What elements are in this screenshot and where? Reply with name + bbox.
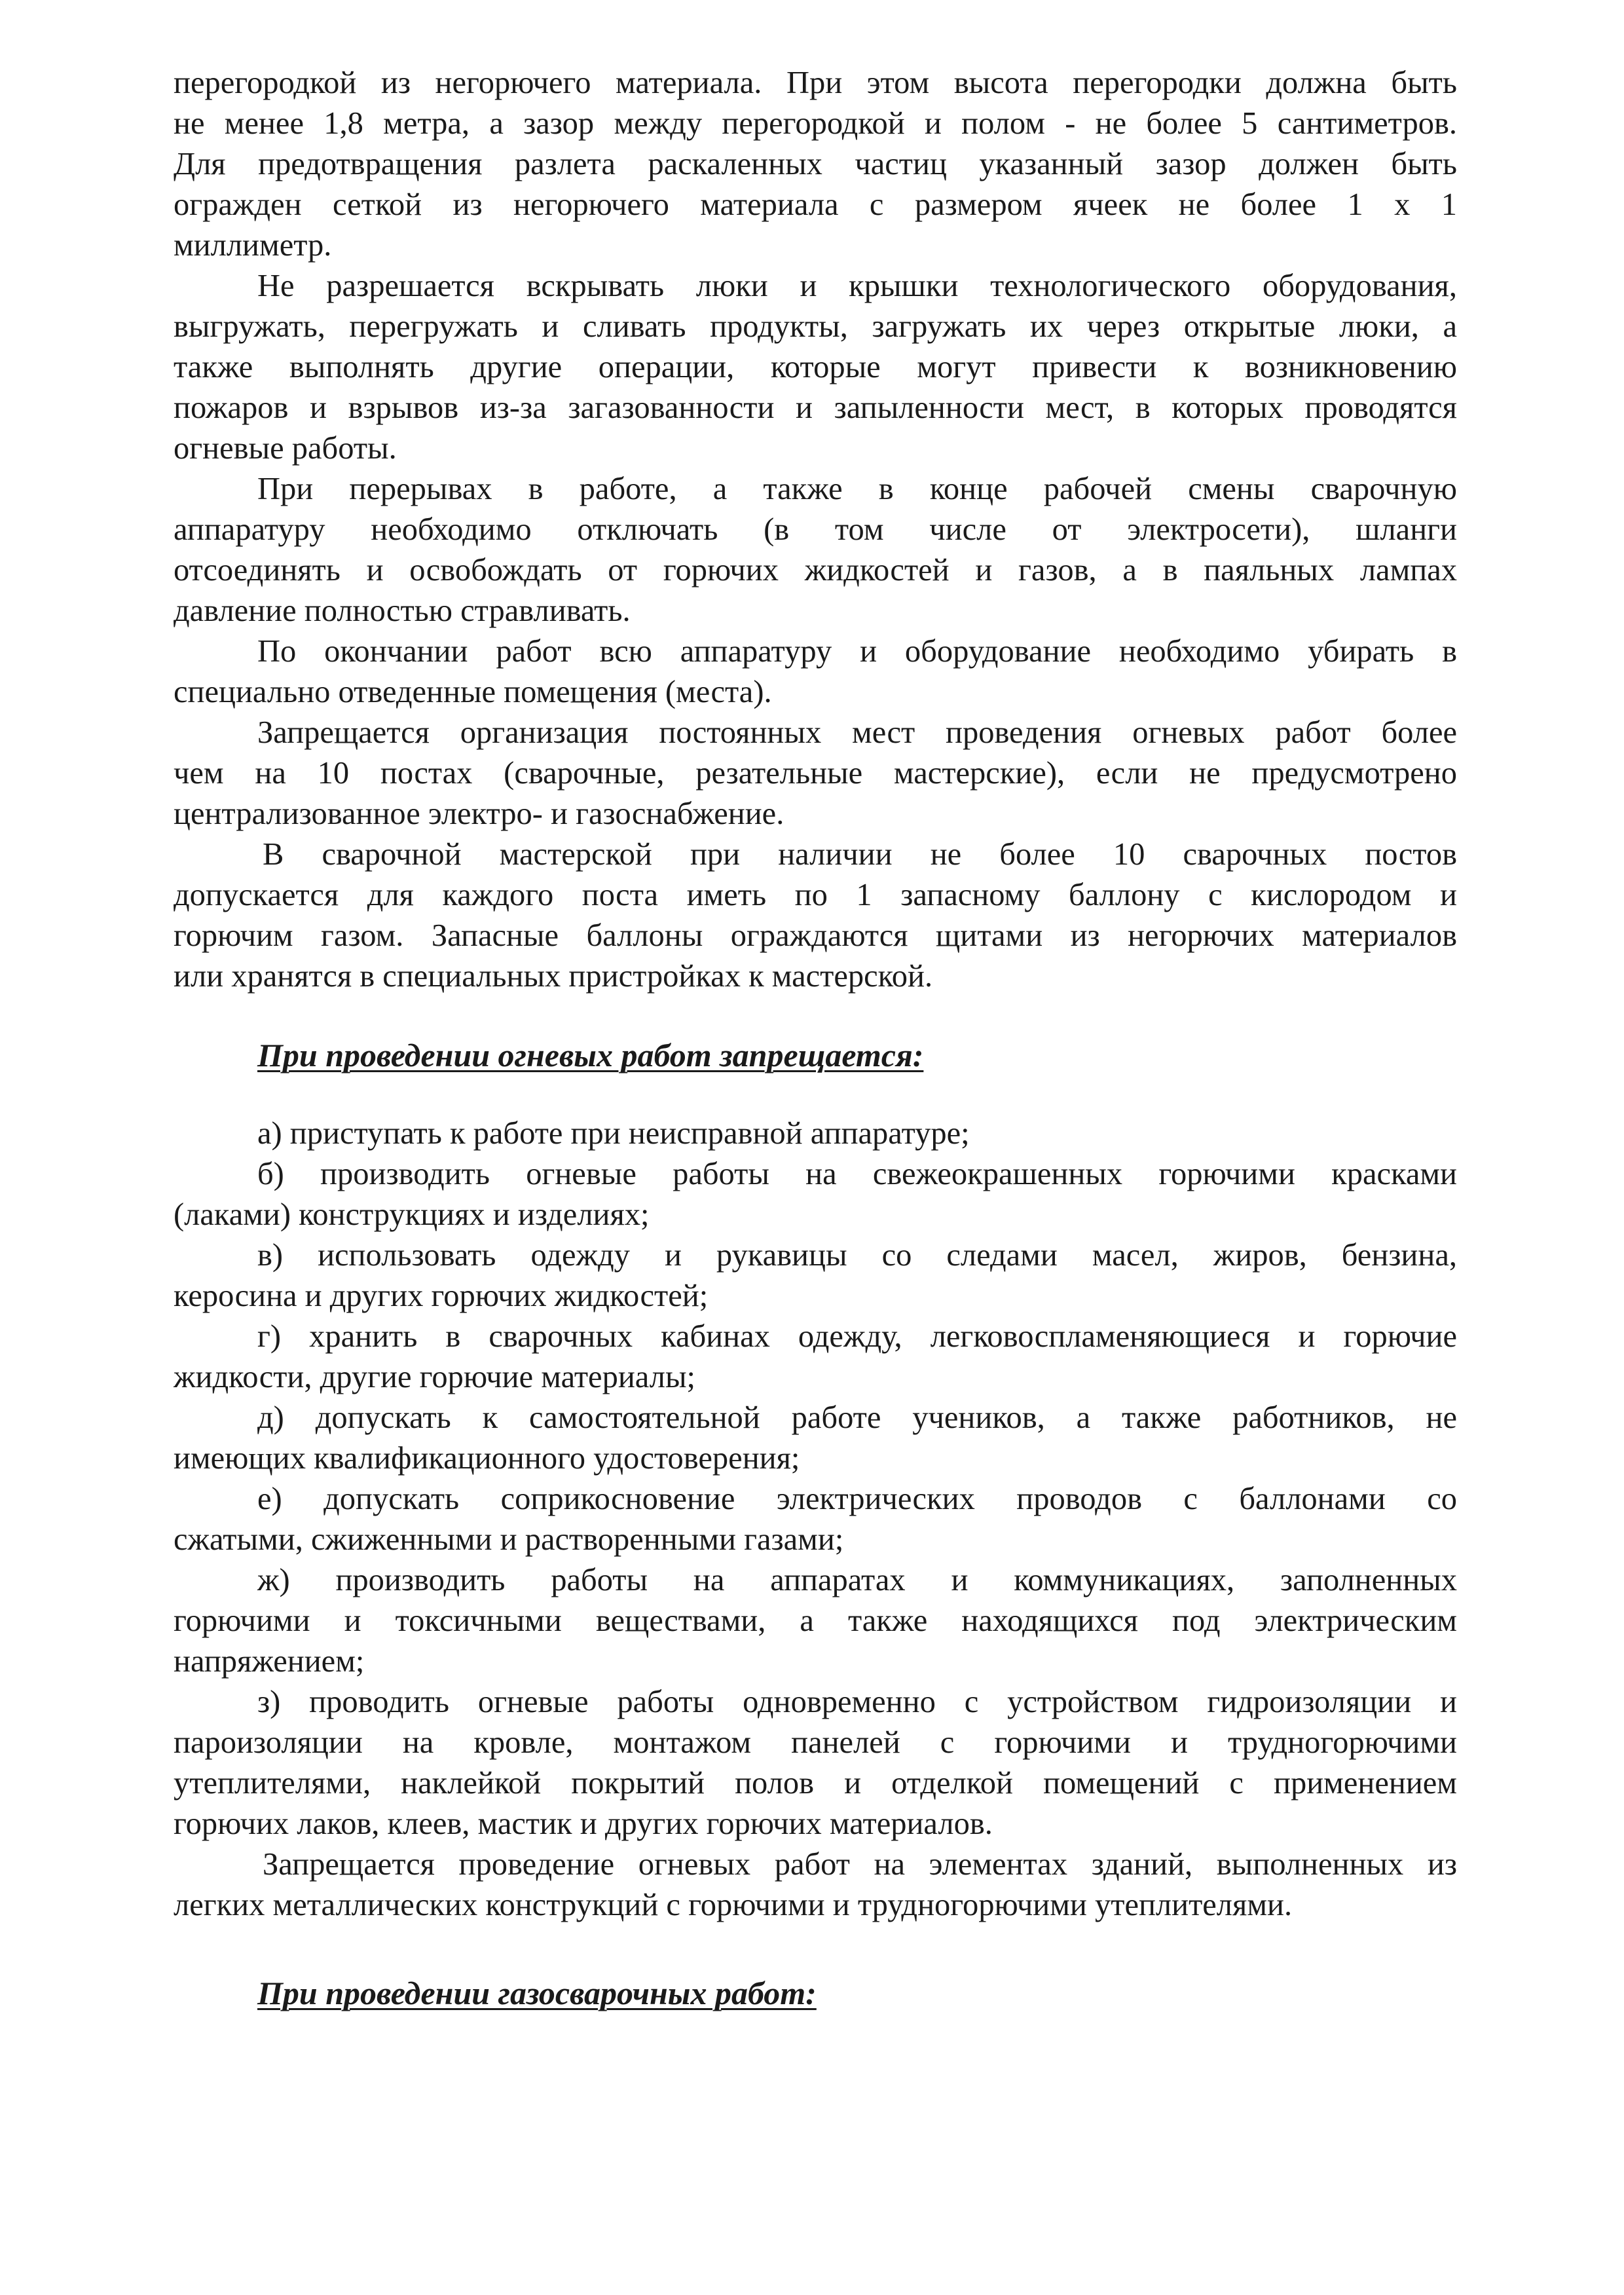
list-item-z-line: пароизоляции на кровле, монтажом панелей с горючими и трудногорючими: [174, 1725, 1457, 1760]
paragraph-p4: [174, 631, 1457, 713]
list-item-b-line: (лаками) конструкциях и изделиях;: [174, 1197, 650, 1232]
paragraph-p2-line: пожаров и взрывов из-за загазованности и запыленности мест, в которых проводятся: [174, 390, 1457, 425]
paragraph-p3-line: При перерывах в работе, а также в конце рабочей смены сварочную: [257, 472, 1457, 506]
paragraph-p5-line: централизованное электро- и газоснабжение.: [174, 796, 784, 831]
list-item-zh-line: горючими и токсичными веществами, а также находящихся под электрическим: [174, 1603, 1457, 1638]
paragraph-p3-line: давление полностью стравливать.: [174, 593, 631, 628]
paragraph-p2-line: выгружать, перегружать и сливать продукты, загружать их через открытые люки, а: [174, 309, 1457, 344]
list-item-v: [174, 1235, 1457, 1316]
list-item-z: [174, 1682, 1457, 1844]
paragraph-p1: [174, 63, 1457, 266]
paragraph-p1-line: Для предотвращения разлета раскаленных частиц указанный зазор должен быть: [174, 147, 1457, 181]
paragraph-p5-line: Запрещается организация постоянных мест проведения огневых работ более: [257, 715, 1457, 750]
list-item-z-line: з) проводить огневые работы одновременно с устройством гидроизоляции и: [257, 1685, 1457, 1719]
paragraph-closing: [174, 1844, 1457, 1926]
document-body: [174, 63, 1457, 2013]
list-item-a-line: а) приступать к работе при неисправной аппаратуре;: [257, 1116, 970, 1151]
paragraph-p4-line: По окончании работ всю аппаратуру и оборудование необходимо убирать в: [257, 634, 1457, 669]
paragraph-p3: [174, 469, 1457, 631]
section-heading-gas-welding: При проведении газосварочных работ:: [257, 1975, 817, 2011]
list-item-v-line: в) использовать одежду и рукавицы со следами масел, жиров, бензина,: [257, 1238, 1457, 1273]
list-item-g-line: жидкости, другие горючие материалы;: [174, 1360, 696, 1394]
paragraph-p1-line: перегородкой из негорючего материала. При этом высота перегородки должна быть: [174, 65, 1457, 100]
paragraph-p4-line: специально отведенные помещения (места).: [174, 675, 772, 709]
list-item-d: [174, 1398, 1457, 1479]
list-item-b-line: б) производить огневые работы на свежеокрашенных горючими красками: [257, 1157, 1457, 1191]
list-item-e-line: сжатыми, сжиженными и растворенными газами;: [174, 1522, 844, 1557]
paragraph-p3-line: отсоединять и освобождать от горючих жидкостей и газов, а в паяльных лампах: [174, 553, 1457, 588]
list-item-v-line: керосина и других горючих жидкостей;: [174, 1278, 709, 1313]
paragraph-p6-line: или хранятся в специальных пристройках к мастерской.: [174, 959, 933, 994]
paragraph-closing-line: легких металлических конструкций с горючими и трудногорючими утеплителями.: [174, 1888, 1293, 1922]
list-item-b: [174, 1154, 1457, 1235]
paragraph-p2-line: огневые работы.: [174, 431, 397, 466]
section-heading-fire-works-prohibited: При проведении огневых работ запрещается:: [257, 1037, 924, 1073]
paragraph-p3-line: аппаратуру необходимо отключать (в том числе от электросети), шланги: [174, 512, 1457, 547]
list-item-zh-line: ж) производить работы на аппаратах и коммуникациях, заполненных: [257, 1563, 1457, 1597]
paragraph-p6: [174, 834, 1457, 997]
paragraph-closing-line: Запрещается проведение огневых работ на элементах зданий, выполненных из: [263, 1847, 1457, 1882]
paragraph-p1-line: миллиметр.: [174, 228, 332, 263]
list-item-e: [174, 1479, 1457, 1560]
list-item-zh: [174, 1560, 1457, 1682]
paragraph-p1-line: не менее 1,8 метра, а зазор между перегородкой и полом - не более 5 сантиметров.: [174, 106, 1457, 141]
list-item-g-line: г) хранить в сварочных кабинах одежду, легковоспламеняющиеся и горючие: [257, 1319, 1457, 1354]
paragraph-p2-line: также выполнять другие операции, которые могут привести к возникновению: [174, 350, 1457, 384]
list-item-d-line: д) допускать к самостоятельной работе учеников, а также работников, не: [257, 1400, 1457, 1435]
list-item-e-line: е) допускать соприкосновение электрических проводов с баллонами со: [257, 1482, 1457, 1516]
paragraph-p2: [174, 266, 1457, 469]
list-item-zh-line: напряжением;: [174, 1644, 365, 1679]
list-item-d-line: имеющих квалификационного удостоверения;: [174, 1441, 800, 1476]
list-item-a: [174, 1113, 1457, 1154]
paragraph-p5-line: чем на 10 постах (сварочные, резательные мастерские), если не предусмотрено: [174, 756, 1457, 791]
list-item-z-line: горючих лаков, клеев, мастик и других горючих материалов.: [174, 1806, 993, 1841]
paragraph-p6-line: допускается для каждого поста иметь по 1 запасному баллону с кислородом и: [174, 878, 1457, 912]
list-item-z-line: утеплителями, наклейкой покрытий полов и отделкой помещений с применением: [174, 1766, 1457, 1801]
paragraph-p5: [174, 713, 1457, 834]
list-item-g: [174, 1316, 1457, 1398]
paragraph-p2-line: Не разрешается вскрывать люки и крышки технологического оборудования,: [257, 269, 1457, 303]
paragraph-p6-line: горючим газом. Запасные баллоны ограждаются щитами из негорючих материалов: [174, 918, 1457, 953]
paragraph-p1-line: огражден сеткой из негорючего материала с размером ячеек не более 1 х 1: [174, 187, 1457, 222]
paragraph-p6-line: В сварочной мастерской при наличии не более 10 сварочных постов: [263, 837, 1457, 872]
